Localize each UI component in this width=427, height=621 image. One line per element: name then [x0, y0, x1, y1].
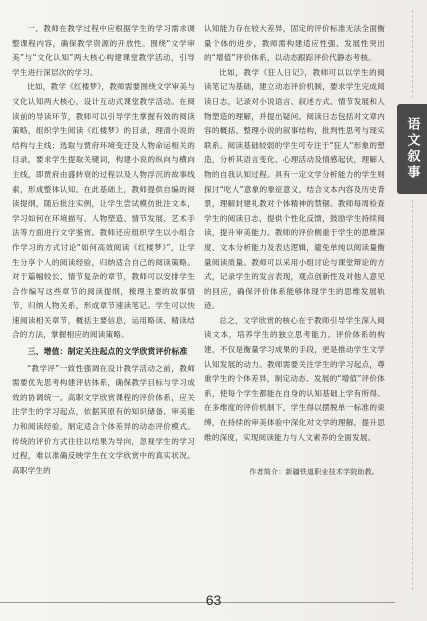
page-number: 63 [205, 592, 222, 608]
paragraph: 比如，教学《狂人日记》，教师可以以学生的阅读笔记为基础，建立动态评价机制，要求学生完成阅读日志，记录对小说语言、叙述方式、情节发展和人物塑造的理解，并提出疑问。阅读日志包括对文章内容的概括、整理小说的叙事结构，批判性思考与现实联系。阅读基础较弱的学生可专注于“狂人”形象的塑造，分析其语言变化、心理活动及情感起伏，理解人物的自我认知过程。具有一定文学分析能力的学生则探讨“吃人”意象的象征意义，结合文本内容及历史背景，理解封建礼教对个体精神的禁锢。教师每周检查学生的阅读日志，提供个性化反馈，鼓励学生持续阅读，提升审美能力。教师的评价侧重于学生的思维深度、文本分析能力及表达逻辑，避免单纯以阅读量衡量阅读质量。教师可以采用小组讨论与课堂辩论的方式，记录学生的发言表现，观点创新性及对他人意见的回应，确保评价体系能够体现学生的思维发展轨迹。 [204, 67, 385, 311]
right-column [204, 22, 385, 480]
side-tab-label: 语文叙事 [404, 117, 420, 181]
paragraph: 一、教师在教学过程中应根据学生的学习需求调整课程内容，确保教学资源的开放性。围绕“文学审美”与“文化认知”两大核心构建课堂教学活动，引导学生进行深层次的学习。 [12, 24, 195, 77]
paragraph: 比如，教学《红楼梦》，教师需要围绕文学审美与文化认知两大核心，设计互动式课堂教学活动。在阅读前的导读环节，教师可以引导学生掌握有效的阅读策略，组织学生阅读《红楼梦》的目录，理清小说的结构与主线；选取与贾府环境变迁及人物命运相关的目录，要求学生提取关键词，构建小说的纵向与横向主线，即贾府由盛转衰的过程以及人物浮沉的故事线索，形成整体认知。在此基础上，教师提供自编的阅读提纲，随后批注实例，让学生尝试模仿批注文本，学习如何在环境描写、人物塑造、情节发展、艺术手法等方面进行文学鉴赏。教师还应组织学生以小组合作学习的方式讨论“如何高效阅读《红楼梦》”，让学生分享个人的阅读经验，归纳适合自己的阅读策略。对于篇幅较长、情节复杂的章节，教师可以安排学生合作编写这些章节的阅读提纲，梳理主要的故事情节，归纳人物关系，形成章节速读笔记。学生可以快速阅读相关章节，概括主要信息，运用略读、精读结合的方法，掌握相应的阅读策略。 [12, 82, 195, 340]
paragraph-continuation: 认知能力存在较大差异，固定的评价标准无法全面衡量个体的进步，教师需构建适应性强、发展性突出的“增值”评价体系，以动态跟踪评价代静态考核。 [204, 24, 385, 63]
paragraph: “教学评”一致性强调在设计教学活动之前，教师需要优先思考构建评估体系，确保教学目标与学习成效的协调统一。高职文学欣赏课程的评价体系，应关注学生的学习起点，依据其原有的知识储备、审美能力和阅读经验，制定适合个体差异的动态评价模式。传统的评价方式往往以结果为导向，忽视学生的学习过程，难以准确反映学生在文学欣赏中的真实状况。高职学生的 [12, 363, 195, 475]
decorative-dashed-line [412, 200, 413, 590]
left-column [12, 22, 195, 478]
section-heading: 三、增值：制定关注起点的文学欣赏评价标准 [27, 347, 188, 357]
decorative-dashed-line [412, 10, 413, 98]
author-note: 作者简介：新疆铁道职业技术学院助教。 [249, 468, 379, 477]
section-side-tab [397, 104, 427, 194]
paragraph: 总之，文学欣赏的核心在于教师引导学生深入阅读文本，培养学生的独立思考能力。评价体系的构建，不仅是衡量学习成果的手段，更是推动学生文学认知发展的动力。教师需要关注学生的学习起点，尊重学生的个体差异，制定动态、发展的“增值”评价体系，使每个学生都能在自身的认知基础上学有所得。在多维度的评价机制下，学生得以摆脱单一标准的束缚，在持续的审美体验中深化对文学的理解，提升思维的深度，实现阅读能力与人文素养的全面发展。 [204, 315, 385, 442]
